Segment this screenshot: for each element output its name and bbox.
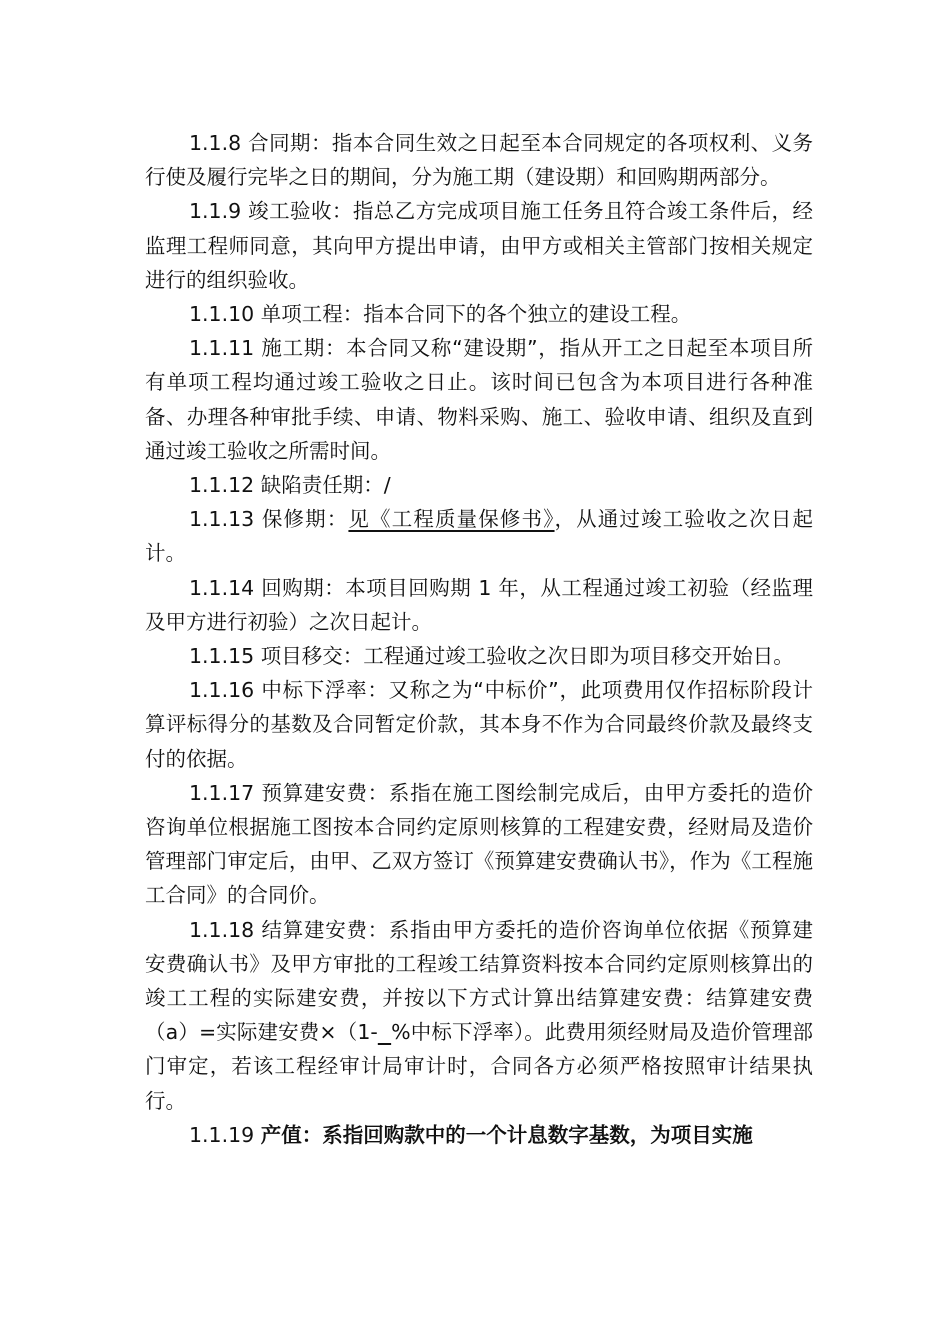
clause-text: 竣工验收：指总乙方完成项目施工任务且符合竣工条件后，经监理工程师同意，其向甲方提出申请，由甲方或相关主管部门按相关规定进行的组织验收。 xyxy=(145,199,813,292)
clause-1-1-10 xyxy=(145,297,813,331)
clause-1-1-17 xyxy=(145,776,813,913)
clause-1-1-16 xyxy=(145,673,813,776)
clause-text: 中标下浮率：又称之为“中标价”，此项费用仅作招标阶段计算评标得分的基数及合同暂定价款，其本身不作为合同最终价款及最终支付的依据。 xyxy=(145,678,813,771)
clause-number: 1.1.19 xyxy=(189,1122,255,1147)
clause-text: 项目移交：工程通过竣工验收之次日即为项目移交开始日。 xyxy=(260,644,794,669)
clause-text: 保修期： xyxy=(261,507,349,532)
clause-number: 1.1.8 xyxy=(189,131,242,155)
clause-text: 施工期：本合同又称“建设期”，指从开工之日起至本项目所有单项工程均通过竣工验收之日止。该时间已包含为本项目进行各种准备、办理各种审批手续、申请、物料采购、施工、验收申请、组织及直到通过竣工验收之所需时间。 xyxy=(145,336,813,463)
clause-1-1-13 xyxy=(145,502,813,570)
warranty-reference: 见《工程质量保修书》 xyxy=(348,507,555,532)
clause-number: 1.1.14 xyxy=(189,575,255,600)
contract-text-body xyxy=(145,126,813,1152)
clause-1-1-8 xyxy=(145,126,813,194)
clause-text-continued: ，从通过竣工验收之次日起计。 xyxy=(145,507,814,566)
clause-text: 结算建安费：系指由甲方委托的造价咨询单位依据《预算建安费确认书》及甲方审批的工程竣工结算资料按本合同约定原则核算出的竣工工程的实际建安费，并按以下方式计算出结算建安费：结算建安费（a）=实际建安费×（1- xyxy=(145,917,813,1045)
clause-1-1-19 xyxy=(145,1118,813,1152)
blank-rate-field xyxy=(378,1020,391,1044)
clause-1-1-14 xyxy=(145,571,813,639)
clause-number: 1.1.17 xyxy=(189,780,255,805)
clause-text: 单项工程：指本合同下的各个独立的建设工程。 xyxy=(260,302,692,327)
clause-text: 预算建安费：系指在施工图绘制完成后，由甲方委托的造价咨询单位根据施工图按本合同约定原则核算的工程建安费，经财局及造价管理部门审定后，由甲、乙双方签订《预算建安费确认书》，作为《工程施工合同》的合同价。 xyxy=(145,780,813,908)
clause-1-1-12 xyxy=(145,468,813,502)
clause-number: 1.1.9 xyxy=(189,199,242,224)
clause-text: 缺陷责任期：/ xyxy=(260,473,391,498)
clause-number: 1.1.15 xyxy=(189,644,255,669)
clause-1-1-11 xyxy=(145,331,813,468)
clause-1-1-18 xyxy=(145,913,813,1118)
clause-number: 1.1.11 xyxy=(189,336,255,361)
clause-number: 1.1.10 xyxy=(189,302,255,327)
clause-text: 回购期：本项目回购期 1 年，从工程通过竣工初验（经监理及甲方进行初验）之次日起计。 xyxy=(145,575,813,634)
clause-text-bold: 产值：系指回购款中的一个计息数字基数，为项目实施 xyxy=(260,1122,753,1147)
clause-text-continued: %中标下浮率）。此费用须经财局及造价管理部门审定，若该工程经审计局审计时，合同各方必须严格按照审计结果执行。 xyxy=(145,1020,813,1113)
clause-number: 1.1.12 xyxy=(189,473,255,498)
clause-1-1-9 xyxy=(145,194,813,297)
clause-1-1-15 xyxy=(145,639,813,673)
clause-number: 1.1.16 xyxy=(189,678,255,703)
clause-number: 1.1.13 xyxy=(189,507,255,532)
clause-text: 合同期：指本合同生效之日起至本合同规定的各项权利、义务行使及履行完毕之日的期间，分为施工期（建设期）和回购期两部分。 xyxy=(145,131,813,190)
clause-number: 1.1.18 xyxy=(189,917,255,942)
